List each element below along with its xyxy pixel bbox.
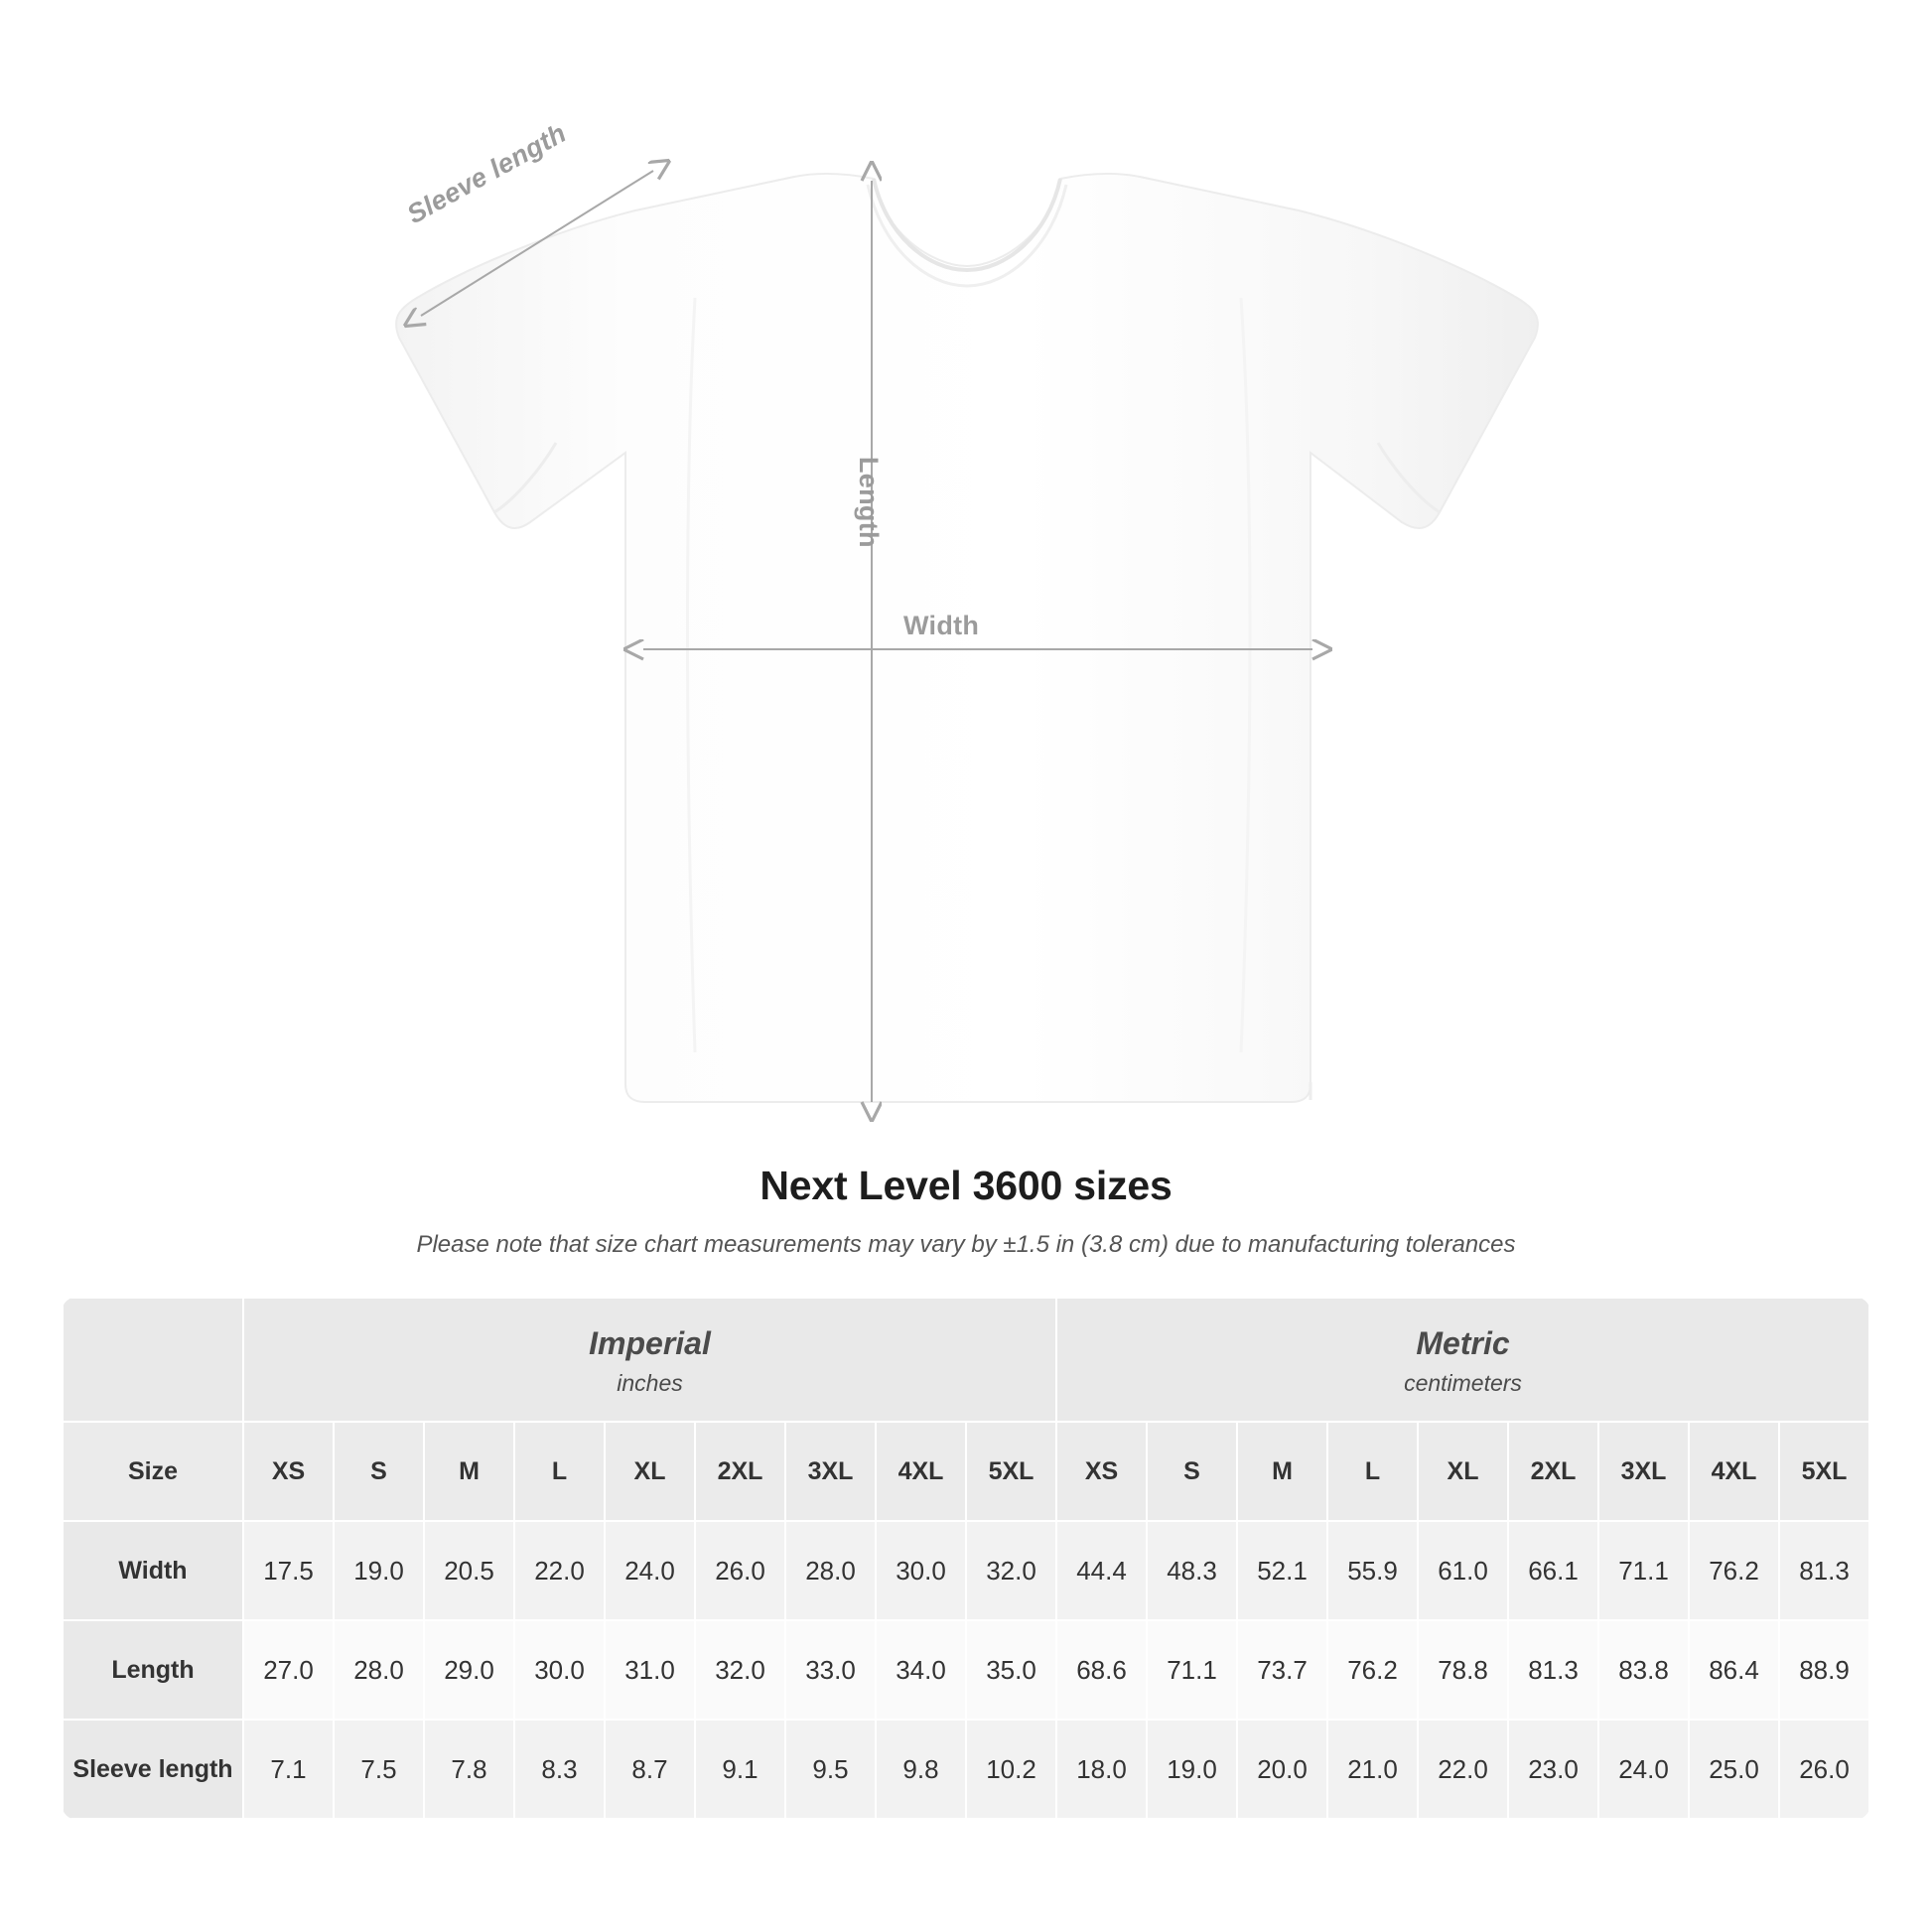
cell-sleeve-metric-xs: 18.0 <box>1056 1720 1147 1819</box>
cell-length-metric-4xl: 86.4 <box>1689 1620 1779 1720</box>
cell-length-metric-l: 76.2 <box>1327 1620 1418 1720</box>
unit-header-row <box>63 1298 1869 1422</box>
col-imperial-s: S <box>334 1422 424 1521</box>
col-imperial-4xl: 4XL <box>876 1422 966 1521</box>
row-label-length: Length <box>63 1620 243 1720</box>
col-metric-5xl: 5XL <box>1779 1422 1869 1521</box>
cell-sleeve-metric-s: 19.0 <box>1147 1720 1237 1819</box>
col-metric-2xl: 2XL <box>1508 1422 1598 1521</box>
cell-length-metric-xs: 68.6 <box>1056 1620 1147 1720</box>
cell-sleeve-imperial-3xl: 9.5 <box>785 1720 876 1819</box>
title-block <box>0 1163 1932 1259</box>
size-header-row <box>63 1422 1869 1521</box>
cell-length-metric-2xl: 81.3 <box>1508 1620 1598 1720</box>
unit-group-imperial <box>243 1298 1056 1422</box>
table-row <box>63 1521 1869 1620</box>
col-metric-s: S <box>1147 1422 1237 1521</box>
cell-length-imperial-xl: 31.0 <box>605 1620 695 1720</box>
cell-length-metric-s: 71.1 <box>1147 1620 1237 1720</box>
cell-width-metric-2xl: 66.1 <box>1508 1521 1598 1620</box>
cell-width-imperial-2xl: 26.0 <box>695 1521 785 1620</box>
table-row <box>63 1720 1869 1819</box>
cell-sleeve-imperial-5xl: 10.2 <box>966 1720 1056 1819</box>
cell-length-imperial-4xl: 34.0 <box>876 1620 966 1720</box>
cell-sleeve-imperial-xl: 8.7 <box>605 1720 695 1819</box>
cell-length-metric-xl: 78.8 <box>1418 1620 1508 1720</box>
cell-length-metric-m: 73.7 <box>1237 1620 1327 1720</box>
cell-length-imperial-5xl: 35.0 <box>966 1620 1056 1720</box>
cell-width-metric-l: 55.9 <box>1327 1521 1418 1620</box>
cell-sleeve-metric-5xl: 26.0 <box>1779 1720 1869 1819</box>
col-metric-4xl: 4XL <box>1689 1422 1779 1521</box>
cell-sleeve-imperial-m: 7.8 <box>424 1720 514 1819</box>
cell-sleeve-imperial-4xl: 9.8 <box>876 1720 966 1819</box>
annotation-sleeve-length: Sleeve length <box>402 117 572 230</box>
cell-sleeve-metric-xl: 22.0 <box>1418 1720 1508 1819</box>
cell-width-metric-m: 52.1 <box>1237 1521 1327 1620</box>
cell-length-imperial-3xl: 33.0 <box>785 1620 876 1720</box>
cell-width-metric-xl: 61.0 <box>1418 1521 1508 1620</box>
row-label-width: Width <box>63 1521 243 1620</box>
size-chart-table-wrapper <box>62 1297 1870 1820</box>
unit-group-imperial-name: Imperial <box>589 1325 711 1361</box>
unit-group-metric <box>1056 1298 1869 1422</box>
cell-sleeve-imperial-s: 7.5 <box>334 1720 424 1819</box>
col-metric-l: L <box>1327 1422 1418 1521</box>
col-imperial-xs: XS <box>243 1422 334 1521</box>
table-row <box>63 1620 1869 1720</box>
cell-sleeve-metric-m: 20.0 <box>1237 1720 1327 1819</box>
cell-length-metric-5xl: 88.9 <box>1779 1620 1869 1720</box>
cell-width-metric-xs: 44.4 <box>1056 1521 1147 1620</box>
cell-sleeve-imperial-l: 8.3 <box>514 1720 605 1819</box>
cell-width-imperial-xs: 17.5 <box>243 1521 334 1620</box>
size-chart-table <box>62 1297 1870 1820</box>
cell-sleeve-metric-l: 21.0 <box>1327 1720 1418 1819</box>
cell-length-imperial-s: 28.0 <box>334 1620 424 1720</box>
col-imperial-3xl: 3XL <box>785 1422 876 1521</box>
col-metric-xl: XL <box>1418 1422 1508 1521</box>
cell-length-imperial-m: 29.0 <box>424 1620 514 1720</box>
col-imperial-l: L <box>514 1422 605 1521</box>
cell-width-imperial-4xl: 30.0 <box>876 1521 966 1620</box>
cell-width-metric-4xl: 76.2 <box>1689 1521 1779 1620</box>
cell-width-imperial-5xl: 32.0 <box>966 1521 1056 1620</box>
cell-width-metric-5xl: 81.3 <box>1779 1521 1869 1620</box>
cell-width-imperial-s: 19.0 <box>334 1521 424 1620</box>
row-label-sleeve-length: Sleeve length <box>63 1720 243 1819</box>
annotation-length: Length <box>854 457 884 548</box>
cell-sleeve-metric-4xl: 25.0 <box>1689 1720 1779 1819</box>
cell-width-metric-s: 48.3 <box>1147 1521 1237 1620</box>
unit-group-metric-sub: centimeters <box>1404 1370 1522 1396</box>
col-imperial-xl: XL <box>605 1422 695 1521</box>
cell-sleeve-metric-3xl: 24.0 <box>1598 1720 1689 1819</box>
cell-width-imperial-xl: 24.0 <box>605 1521 695 1620</box>
table-corner-cell <box>63 1298 243 1422</box>
cell-width-imperial-m: 20.5 <box>424 1521 514 1620</box>
size-header-label: Size <box>63 1422 243 1521</box>
cell-length-imperial-xs: 27.0 <box>243 1620 334 1720</box>
cell-width-imperial-3xl: 28.0 <box>785 1521 876 1620</box>
cell-length-imperial-l: 30.0 <box>514 1620 605 1720</box>
col-imperial-2xl: 2XL <box>695 1422 785 1521</box>
col-metric-xs: XS <box>1056 1422 1147 1521</box>
tolerance-note: Please note that size chart measurements may vary by ±1.5 in (3.8 cm) due to manufacturing tolerances <box>416 1231 1516 1258</box>
annotation-width: Width <box>903 611 980 640</box>
cell-width-imperial-l: 22.0 <box>514 1521 605 1620</box>
cell-sleeve-imperial-xs: 7.1 <box>243 1720 334 1819</box>
cell-sleeve-metric-2xl: 23.0 <box>1508 1720 1598 1819</box>
col-imperial-5xl: 5XL <box>966 1422 1056 1521</box>
page-title: Next Level 3600 sizes <box>759 1163 1173 1208</box>
cell-length-metric-3xl: 83.8 <box>1598 1620 1689 1720</box>
col-metric-m: M <box>1237 1422 1327 1521</box>
col-imperial-m: M <box>424 1422 514 1521</box>
unit-group-imperial-sub: inches <box>617 1370 683 1396</box>
cell-sleeve-imperial-2xl: 9.1 <box>695 1720 785 1819</box>
col-metric-3xl: 3XL <box>1598 1422 1689 1521</box>
cell-width-metric-3xl: 71.1 <box>1598 1521 1689 1620</box>
cell-length-imperial-2xl: 32.0 <box>695 1620 785 1720</box>
unit-group-metric-name: Metric <box>1416 1325 1510 1361</box>
